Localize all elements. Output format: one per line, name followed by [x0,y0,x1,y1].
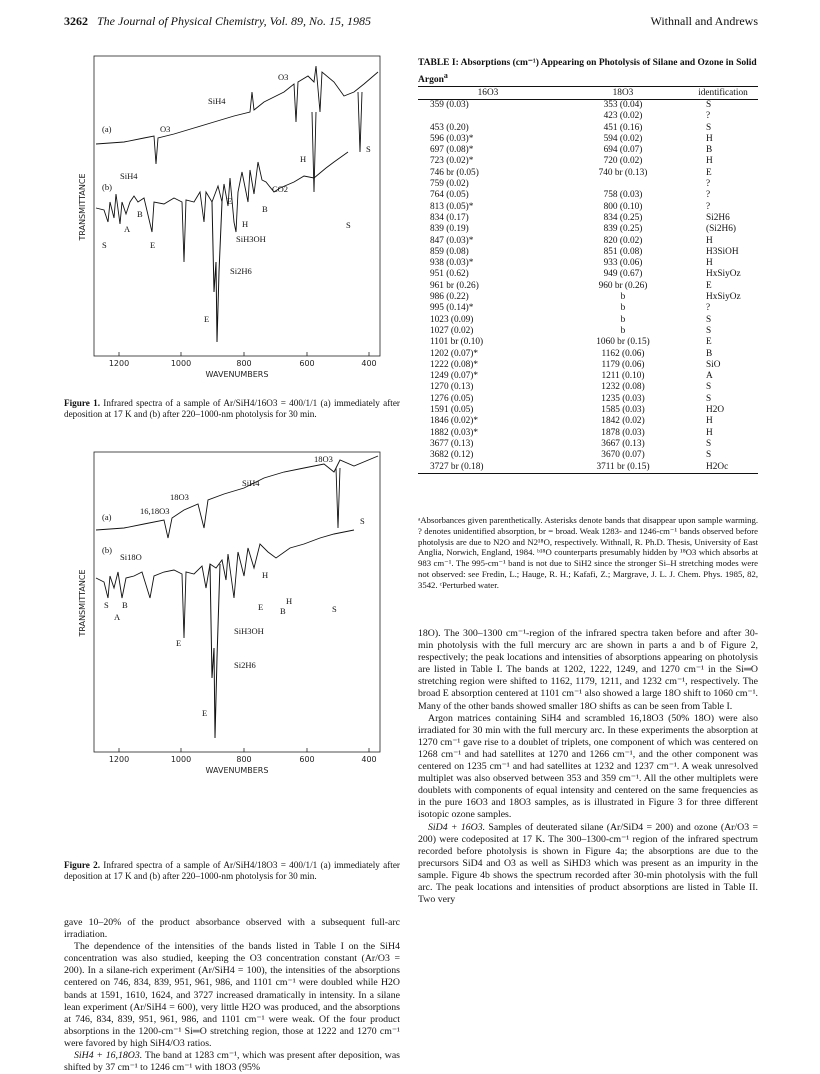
fig1-label-sih3oh: SiH3OH [236,234,266,244]
cell-16o3: 697 (0.08)* [430,145,474,156]
cell-16o3: 1882 (0.03)* [430,427,479,438]
cell-18o3: 1878 (0.03) [601,427,645,438]
fig1-label-s: S [102,240,107,250]
cell-identification: S [706,122,712,133]
fig1-label-e-2: E [227,196,233,206]
fig1-label-h: H [242,219,249,229]
table-row [418,269,758,280]
table-row [418,394,758,405]
fig2-xlabel: WAVENUMBERS [205,766,269,775]
cell-18o3: 720 (0.02) [603,156,643,167]
cell-16o3: 995 (0.14)* [430,303,474,314]
cell-identification: ? [706,190,711,201]
cell-18o3: 949 (0.67) [603,269,643,280]
fig2-label-o3: 18O3 [314,454,333,464]
fig1-label-b: (b) [102,182,112,192]
cell-18o3: b [620,303,626,314]
cell-18o3 [558,179,688,190]
fig2-label-sih4: SiH4 [242,478,260,488]
cell-identification: A [706,371,713,382]
table-row [418,416,758,427]
cell-16o3: 3677 (0.13) [430,438,474,449]
table-row [418,337,758,348]
cell-16o3: 3727 br (0.18) [418,462,558,474]
cell-18o3: 3670 (0.07) [601,450,645,461]
fig2-trace-b-sio [210,564,220,738]
fig1-label-co2: CO2 [272,184,289,194]
fig2-label-b-band: B [122,600,128,610]
cell-16o3: 1270 (0.13) [430,382,474,393]
fig2-label-sio: Si18O [120,552,142,562]
cell-16o3: 1023 (0.09) [430,314,474,325]
figure-2-caption-text: Infrared spectra of a sample of Ar/SiH4/18O3 = 400/1/1 (a) immediately after deposition at 17 K and (b) after 220–1000-nm photolysis for 30 min. [64,860,400,882]
cell-identification: ? [706,303,711,314]
page-number: 3262 [64,14,88,28]
table-header-16o3: 16O3 [418,87,558,100]
cell-18o3: 960 br (0.26) [598,280,648,291]
cell-identification: S [706,450,712,461]
cell-identification: S [706,393,712,404]
figure-2-caption-label: Figure 2. [64,860,101,870]
figure-1 [64,52,400,392]
fig2-label-b-2: B [280,606,286,616]
fig1-label-e-3: E [204,314,210,324]
fig1-label-sih4: SiH4 [208,96,226,106]
fig2-tick-1200: 1200 [108,755,130,764]
table-row [418,123,758,134]
cell-18o3: 1211 (0.10) [601,371,645,382]
cell-18o3: 758 (0.03) [603,190,643,201]
table-footnote: ᵃAbsorbances given parenthetically. Asterisks denote bands that disappear upon sample warming. ? denotes unidentified absorption, br = broad. Weak 1283- and 1246-cm⁻¹ bands observed before photolysis are due to N2O and N2¹⁸O, respectively. Withnall, R. Ph.D. Thesis, University of East Anglia, Norwich, England, 1984. ᵇ¹⁸O counterparts presumably hidden by ¹⁸O3 which absorbs at 983 cm⁻¹. The 995-cm⁻¹ band is not due to SiH2 since the stronger Si–H stretching modes were not observed: see Fredin, L.; Hauge, R. H.; Kafafi, Z.; Margrave, J. L. J. Chem. Phys. 1985, 82, 3542. ᶜPerturbed water. [418,515,758,590]
table-row [418,450,758,461]
cell-identification: S [706,314,712,325]
cell-identification: S [706,382,712,393]
cell-identification: H2O [706,405,725,416]
cell-16o3: 1222 (0.08)* [430,359,479,370]
cell-identification: H [706,416,713,427]
running-header [64,14,758,32]
cell-identification: E [706,280,712,291]
cell-18o3: 834 (0.25) [603,212,643,223]
figure-2-spectrum [64,448,400,788]
table-row [418,428,758,439]
table-row [418,247,758,258]
right-paragraph-3 [418,822,758,907]
fig2-trace-a-bands [336,468,340,528]
fig2-label-h-2: H [286,596,293,606]
running-authors: Withnall and Andrews [650,14,758,28]
right-paragraph-3-body: Samples of deuterated silane (Ar/SiD4 = 200) and ozone (Ar/O3 = 200) were codeposited at 17 K. The 300–1300-cm⁻¹ region of the infrared spectrum recorded before photolysis is shown in Figure 4a; the absorptions are due to the precursors SiD4 and O3 as well as SiHD3 which was present as an impurity in the sample. Figure 4b shows the spectrum recorded after 30-min photolysis with the full arc. The peak locations and intensities of product absorptions are listed in Table II. Two very [418,821,758,906]
cell-16o3: 764 (0.05) [430,190,469,201]
cell-18o3: 1235 (0.03) [601,393,645,404]
cell-identification: S [706,438,712,449]
fig1-label-b-2: B [262,204,268,214]
cell-16o3: 1591 (0.05) [430,405,474,416]
cell-16o3: 1249 (0.07)* [430,371,479,382]
table-row [418,258,758,269]
fig2-label-e-3: E [202,708,208,718]
cell-18o3: 423 (0.02) [603,111,643,122]
cell-identification: Si2H6 [706,212,730,223]
table-title-text: TABLE I: Absorptions (cm⁻¹) Appearing on Photolysis of Silane and Ozone in Solid Argon [418,58,757,85]
fig2-tick-800: 800 [236,755,252,764]
table-row [418,281,758,292]
cell-identification: H3SiOH [706,246,739,257]
table-title [418,58,758,86]
table-row [418,315,758,326]
cell-16o3: 1276 (0.05) [430,393,474,404]
cell-18o3: 353 (0.04) [603,100,643,110]
fig1-trace-b-sio [212,202,222,342]
cell-18o3: 1179 (0.06) [601,359,645,370]
table-row [418,156,758,167]
table-title-note: a [443,70,448,80]
cell-16o3: 839 (0.19) [430,224,469,235]
cell-18o3: 451 (0.16) [603,122,643,133]
cell-18o3: 1585 (0.03) [601,405,645,416]
figure-1-caption-text: Infrared spectra of a sample of Ar/SiH4/16O3 = 400/1/1 (a) immediately after deposition at 17 K and (b) after 220–1000-nm photolysis for 30 min. [64,398,400,420]
cell-identification: B [706,145,713,156]
fig2-label-s-right: S [332,604,337,614]
table-row [418,326,758,337]
fig2-label-b: (b) [102,545,112,555]
cell-18o3: 3711 br (0.15) [558,462,688,474]
cell-identification: H [706,235,713,246]
cell-identification: (Si2H6) [706,224,736,235]
fig1-label-a-band: A [124,224,131,234]
table-row [418,462,758,474]
fig1-tick-400: 400 [361,359,377,368]
cell-18o3: 740 br (0.13) [598,167,648,178]
cell-identification: ? [706,111,711,122]
table-row [418,145,758,156]
right-paragraph-1: 18O). The 300–1300 cm⁻¹-region of the infrared spectra taken before and after 30-min photolysis with the full mercury arc are shown in parts a and b of Figure 2, respectively; the peak locations and intensities of absorptions appearing on photolysis are listed in Table I. The bands at 1202, 1222, 1249, and 1270 cm⁻¹ in the Si═O stretching region were shifted to 1162, 1179, 1211, and 1232 cm⁻¹, respectively. The broad E absorption centered at 1101 cm⁻¹ also showed a large 18O shift to 1060 cm⁻¹. Many of the other bands showed smaller 18O shifts as can be seen from Table I. [418,628,758,712]
table-row [418,236,758,247]
table-body [418,100,758,474]
cell-18o3: 820 (0.02) [603,235,643,246]
figure-2 [64,448,400,788]
table-row [418,303,758,314]
table-header-identification: identification [688,87,758,100]
fig1-label-s-right: S [346,220,351,230]
figure-2-caption [64,860,400,883]
fig2-tick-400: 400 [361,755,377,764]
cell-18o3: 694 (0.07) [603,145,643,156]
cell-16o3: 453 (0.20) [430,122,469,133]
table-row [418,224,758,235]
figure-1-caption [64,398,400,421]
cell-identification: SiO [706,359,721,370]
fig1-label-s-top: S [366,144,371,154]
fig2-trace-b [96,530,354,638]
cell-16o3: 847 (0.03)* [430,235,474,246]
fig1-label-e: E [150,240,156,250]
cell-identification: HxSiyOz [706,292,741,303]
cell-identification: H [706,156,713,167]
table-row [418,439,758,450]
table-row [418,213,758,224]
table-row [418,190,758,201]
table-row [418,382,758,393]
fig1-ylabel: TRANSMITTANCE [78,173,87,241]
fig2-label-a: (a) [102,512,112,522]
fig1-label-si2h6: Si2H6 [230,266,252,276]
table-row [418,168,758,179]
fig1-tick-1000: 1000 [170,359,192,368]
fig1-label-o3-top: O3 [278,72,289,82]
table-row [418,360,758,371]
cell-identification: HxSiyOz [706,269,741,280]
cell-identification: E [706,167,712,178]
cell-18o3: 851 (0.08) [603,246,643,257]
fig2-label-o3b: 16,18O3 [140,506,170,516]
cell-16o3: 986 (0.22) [430,292,469,303]
fig2-label-h: H [262,570,269,580]
cell-identification: E [706,337,712,348]
cell-18o3: b [620,314,626,325]
cell-18o3: 594 (0.02) [603,133,643,144]
fig1-tick-800: 800 [236,359,252,368]
cell-16o3: 723 (0.02)* [430,156,474,167]
cell-identification: B [706,348,713,359]
cell-16o3: 596 (0.03)* [430,133,474,144]
fig2-label-si2h6: Si2H6 [234,660,256,670]
cell-16o3: 938 (0.03)* [430,258,474,269]
cell-16o3: 759 (0.02) [430,179,469,190]
cell-identification: H [706,427,713,438]
left-paragraph-2: The dependence of the intensities of the bands listed in Table I on the SiH4 concentration was also studied, keeping the O3 concentration constant (Ar/O3 = 200). In a silane-rich experiment (Ar/SiH4 = 100), the intensities of the absorptions centered on 746, 834, 839, 951, 961, 986, and 1101 cm⁻¹ were doubled while H2O bands at 1591, 1610, 1624, and 3727 increased dramatically in intensity. In a silane lean experiment (Ar/SiH4 = 600), very little H2O was produced, and the absorptions at 746, 834, 839, 951, 961, 986, and 1101 cm⁻¹ were weak. Of the four product absorptions in the 1200-cm⁻¹ Si═O stretching region, those at 1222 and 1270 cm⁻¹ were favored by high SiH4/O3 ratios. [64,941,400,1049]
cell-identification: H [706,258,713,269]
table-row [418,111,758,122]
absorption-table [418,86,758,474]
fig2-label-s: S [104,600,109,610]
fig2-label-s-top: S [360,516,365,526]
cell-16o3: 1846 (0.02)* [430,416,479,427]
left-paragraph-1: gave 10–20% of the product absorbance observed with a subsequent full-arc irradiation. [64,917,400,941]
cell-18o3: 1162 (0.06) [601,348,645,359]
table-row [418,179,758,190]
right-paragraph-2: Argon matrices containing SiH4 and scrambled 16,18O3 (50% 18O) were also irradiated for 30 min with the full mercury arc. In these experiments the absorption at 1270 cm⁻¹ gave rise to a doublet of triplets, one component of which was centered on 1268 cm⁻¹ and had satellites at 1270 and 1266 cm⁻¹, and the other component was centered on 1235 cm⁻¹ and had satellites at 1232 and 1237 cm⁻¹. A weak unresolved multiplet was also observed between 353 and 359 cm⁻¹. All the other multiplets were doublets with components of equal intensity and centered on the same frequencies as in the pure 16O3 and 18O3 samples, as is illustrated in Figure 3 for three different isotopic ozone samples. [418,712,758,821]
fig1-label-sih4-b: SiH4 [120,171,138,181]
fig2-label-e-2: E [258,602,264,612]
table-row [418,349,758,360]
cell-18o3: b [620,292,626,303]
right-paragraph-3-head: SiD4 + 16O3. [428,821,486,833]
figure-1-spectrum [64,52,400,392]
left-paragraph-3-head: SiH4 + 16,18O3. [74,1050,143,1062]
left-paragraph-3-body: The band at 1283 cm⁻¹, which was present after deposition, was shifted by 37 cm⁻¹ to 1246 cm⁻¹ with 18O3 (95% [64,1050,400,1074]
cell-identification: H2Oc [688,462,758,474]
cell-16o3: 859 (0.08) [430,246,469,257]
table-row [418,100,758,112]
table-row [418,371,758,382]
cell-18o3: 839 (0.25) [603,224,643,235]
cell-identification: S [706,100,712,110]
fig1-tick-600: 600 [299,359,315,368]
cell-16o3: 951 (0.62) [430,269,469,280]
journal-name: The Journal of Physical Chemistry, Vol. 89, No. 15, 1985 [97,14,371,28]
cell-16o3: 961 br (0.26) [430,280,479,291]
cell-16o3: 834 (0.17) [430,212,469,223]
cell-16o3: 1101 br (0.10) [430,337,484,348]
cell-identification: S [706,325,712,336]
table-header-18o3: 18O3 [558,87,688,100]
fig2-tick-1000: 1000 [170,755,192,764]
fig1-xlabel: WAVENUMBERS [205,370,269,379]
cell-18o3: 800 (0.10) [603,201,643,212]
cell-16o3: 359 (0.03) [430,100,469,110]
fig2-label-a-band: A [114,612,121,622]
fig1-tick-1200: 1200 [108,359,130,368]
cell-identification: H [706,133,713,144]
cell-16o3 [418,111,558,122]
cell-16o3: 1027 (0.02) [430,325,474,336]
left-column-text [64,917,400,1074]
table-row [418,292,758,303]
fig1-label-b-band: B [137,209,143,219]
right-column-text [418,628,758,906]
cell-16o3: 3682 (0.12) [430,450,474,461]
figure-1-caption-label: Figure 1. [64,398,101,408]
fig2-tick-600: 600 [299,755,315,764]
cell-16o3: 746 br (0.05) [430,167,479,178]
table-row [418,134,758,145]
fig2-label-e: E [176,638,182,648]
cell-18o3: 1232 (0.08) [601,382,645,393]
fig1-label-a: (a) [102,124,112,134]
cell-18o3: 1060 br (0.15) [596,337,650,348]
cell-identification: ? [706,179,711,190]
cell-18o3: 3667 (0.13) [601,438,645,449]
cell-18o3: 933 (0.06) [603,258,643,269]
fig2-ylabel: TRANSMITTANCE [78,569,87,637]
table-row [418,202,758,213]
table-row [418,405,758,416]
table-header-row [418,87,758,100]
fig1-label-h-2: H [300,154,307,164]
cell-18o3: b [620,325,626,336]
cell-identification: ? [706,201,711,212]
cell-18o3: 1842 (0.02) [601,416,645,427]
fig1-trace-a [96,66,378,164]
fig2-label-sih3oh: SiH3OH [234,626,264,636]
fig1-label-o3: O3 [160,124,171,134]
cell-16o3: 813 (0.05)* [430,201,474,212]
cell-16o3: 1202 (0.07)* [430,348,479,359]
fig2-label-o3c: 18O3 [170,492,189,502]
left-paragraph-3 [64,1050,400,1074]
